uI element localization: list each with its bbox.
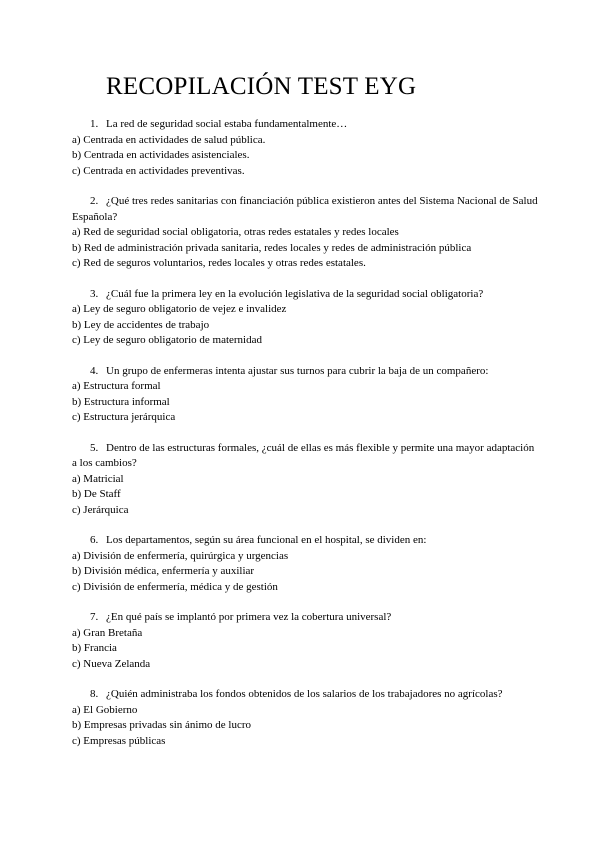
option-c: c) Jerárquica [72, 503, 129, 516]
question-3 [72, 287, 540, 349]
question-text [72, 117, 540, 133]
option-b: b) Centrada en actividades asistenciales. [72, 149, 250, 161]
option-c: c) Red de seguros voluntarios, redes locales y otras redes estatales. [72, 257, 366, 269]
option-b: b) Empresas privadas sin ánimo de lucro [72, 719, 252, 731]
option-c: c) Estructura jerárquica [72, 411, 176, 423]
question-7 [72, 610, 540, 672]
question-6 [72, 533, 540, 595]
option-c: c) Centrada en actividades preventivas. [72, 164, 245, 177]
question-number: 7. [90, 611, 99, 623]
option-b: b) Francia [72, 642, 117, 654]
option-a: a) Matricial [72, 472, 124, 485]
question-number: 5. [90, 441, 99, 454]
question-8 [72, 687, 540, 749]
question-text [72, 533, 540, 549]
option-a: a) Estructura formal [72, 380, 161, 392]
option-a: a) Gran Bretaña [72, 626, 143, 639]
question-prompt: Los departamentos, según su área funcional en el hospital, se dividen en: [106, 534, 427, 546]
question-number: 6. [90, 534, 99, 546]
question-number: 1. [90, 118, 99, 130]
question-prompt: La red de seguridad social estaba fundamentalmente… [106, 118, 348, 130]
question-text [72, 687, 540, 703]
question-prompt: ¿Cuál fue la primera ley en la evolución legislativa de la seguridad social obligatoria? [106, 287, 484, 300]
question-list [72, 117, 540, 749]
question-text [72, 287, 540, 303]
question-5 [72, 441, 540, 519]
option-a: a) Centrada en actividades de salud pública. [72, 133, 266, 146]
question-prompt: Dentro de las estructuras formales, ¿cuál de ellas es más flexible y permite una mayor adaptación a los cambios? [72, 441, 535, 469]
option-a: a) Red de seguridad social obligatoria, otras redes estatales y redes locales [72, 226, 399, 238]
question-text [72, 441, 540, 472]
option-a: a) División de enfermería, quirúrgica y urgencias [72, 549, 289, 562]
question-1 [72, 117, 540, 179]
question-prompt: Un grupo de enfermeras intenta ajustar sus turnos para cubrir la baja de un compañero: [106, 364, 489, 377]
document-title: RECOPILACIÓN TEST EYG [106, 73, 417, 100]
question-text [72, 194, 540, 225]
question-number: 4. [90, 364, 99, 377]
question-number: 3. [90, 287, 99, 300]
question-prompt: ¿En qué país se implantó por primera vez la cobertura universal? [106, 611, 392, 623]
option-c: c) División de enfermería, médica y de gestión [72, 580, 278, 593]
option-b: b) Ley de accidentes de trabajo [72, 318, 210, 331]
option-b: b) División médica, enfermería y auxiliar [72, 565, 255, 577]
question-4 [72, 364, 540, 426]
option-c: c) Ley de seguro obligatorio de maternidad [72, 334, 262, 346]
option-b: b) Red de administración privada sanitaria, redes locales y redes de administración pública [72, 241, 472, 254]
option-c: c) Nueva Zelanda [72, 657, 151, 670]
option-c: c) Empresas públicas [72, 734, 166, 747]
question-prompt: ¿Qué tres redes sanitarias con financiación pública existieron antes del Sistema Nacional de Salud Española? [72, 195, 538, 223]
option-b: b) Estructura informal [72, 395, 170, 408]
option-a: a) El Gobierno [72, 703, 138, 716]
option-b: b) De Staff [72, 488, 121, 500]
option-a: a) Ley de seguro obligatorio de vejez e invalidez [72, 303, 287, 315]
question-prompt: ¿Quién administraba los fondos obtenidos de los salarios de los trabajadores no agrícolas? [106, 688, 503, 700]
question-text [72, 364, 540, 380]
question-2 [72, 194, 540, 272]
question-number: 8. [90, 688, 99, 700]
question-number: 2. [90, 195, 99, 207]
question-text [72, 610, 540, 626]
